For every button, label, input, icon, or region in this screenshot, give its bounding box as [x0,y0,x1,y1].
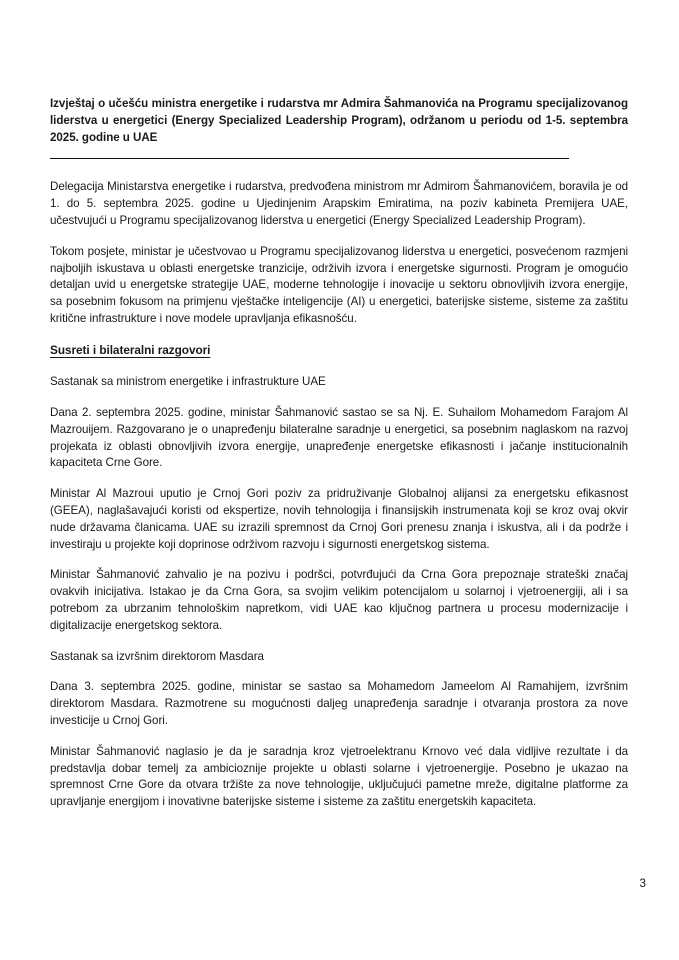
page-number: 3 [639,877,646,890]
paragraph-program-details: Tokom posjete, ministar je učestvovao u Programu specijalizovanog liderstva u energetici, posvećenom razmjeni najboljih iskustava u oblasti energetske tranzicije, održivih izvora i energetske sigurnosti. Program je omogućio detaljan uvid u energetske strategije UAE, moderne tehnologije i inovacije u sektoru obnovljivih izvora energije, sa posebnim fokusom na primjenu vještačke inteligencije (AI) u energetici, baterijske sisteme, sisteme za zaštitu kritične infrastrukture i nove modele upravljanja efikasnošću. [50,244,628,325]
document-title: Izvještaj o učešću ministra energetike i rudarstva mr Admira Šahmanovića na Programu specijalizovanog liderstva u energetici (Energy Specialized Leadership Program), održanom u periodu od 1-5. septembra 2025. godine u UAE [50,97,628,144]
subtitle-meeting-uae-minister: Sastanak sa ministrom energetike i infrastrukture UAE [50,375,326,389]
paragraph-delegation-overview: Delegacija Ministarstva energetike i rudarstva, predvođena ministrom mr Admirom Šahmanovićem, boravila je od 1. do 5. septembra 2025. godine u Ujedinjenim Arapskim Emiratima, na poziv kabineta Premijera UAE, učestvujući u Programu specijalizovanog liderstva u energetici (Energy Specialized Leadership Program). [50,180,628,227]
paragraph-meeting-mazroui: Dana 2. septembra 2025. godine, ministar Šahmanović sastao se sa Nj. E. Suhailom Mohamedom Farajom Al Mazrouijem. Razgovarano je o unapređenju bilateralne saradnje u energetici, sa posebnim naglaskom na razvoj projekata iz oblasti obnovljivih izvora energije, unapređenje energetske efikasnosti i jačanje institucionalnih kapaciteta Crne Gore. [50,406,628,470]
subtitle-meeting-masdar-ceo: Sastanak sa izvršnim direktorom Masdara [50,649,264,663]
body-text-block [50,179,628,811]
paragraph-meeting-ramahi: Dana 3. septembra 2025. godine, ministar se sastao sa Mohamedom Jameelom Al Ramahijem, izvršnim direktorom Masdara. Razmotrene su mogućnosti daljeg unapređenja saradnje i otvaranja prostora za nove investicije u Crnoj Gori. [50,680,628,728]
paragraph-krnovo-cooperation: Ministar Šahmanović naglasio je da je saradnja kroz vjetroelektranu Krnovo već dala vidljive rezultate i da predstavlja dobar temelj za ambicioznije projekte u oblasti solarne i vjetroenergije. Posebno je ukazao na spremnost Crne Gore da otvara tržište za nove tehnologije, uključujući pametne mreže, digitalne platforme za upravljanje energijom i inovativne baterijske sisteme i sisteme za zaštitu energetskih kapaciteta. [50,744,628,809]
section-heading-meetings: Susreti i bilateralni razgovori [50,342,211,357]
title-divider [50,158,569,159]
document-content [50,96,628,811]
paragraph-sahmanovic-response: Ministar Šahmanović zahvalio je na pozivu i podršci, potvrđujući da Crna Gora prepoznaje strateški značaj ovakvih inicijativa. Istakao je da Crna Gora, sa svojim velikim potencijalom u solarnoj i vjetroenergiji, ali i sa potrebom za ubrzanim tehnološkim napretkom, vidi UAE kao ključnog partnera u procesu modernizacije i digitalizacije energetskog sektora. [50,568,628,632]
paragraph-geea-invitation: Ministar Al Mazroui uputio je Crnoj Gori poziv za pridruživanje Globalnoj alijansi za energetsku efikasnost (GEEA), naglašavajući koristi od ekspertize, novih tehnologija i finansijskih instrumenata koji se kroz ovaj okvir nude državama članicama. UAE su izrazili spremnost da Crnoj Gori prenesu znanja i iskustva, ali i da podrže i investiraju u projekte koji doprinose održivom razvoju i sigurnosti energetskog sistema. [50,487,628,551]
